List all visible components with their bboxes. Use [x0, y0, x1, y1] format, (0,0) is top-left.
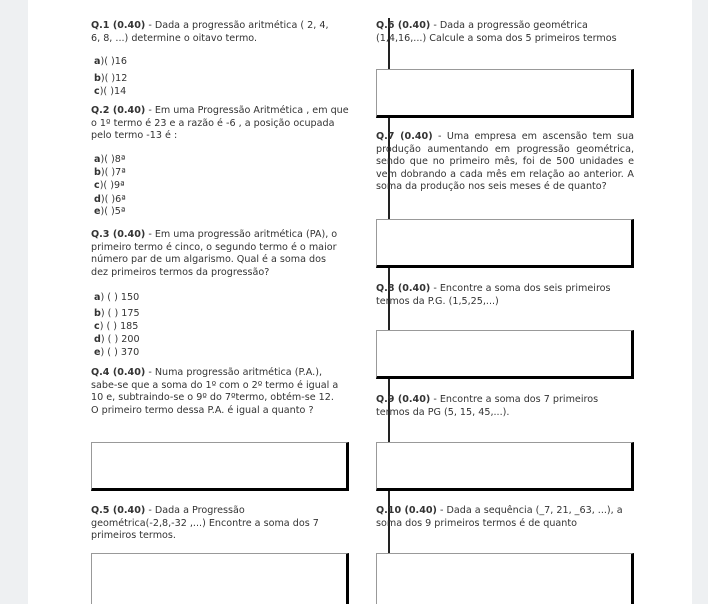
q2-option-d[interactable]: d)( )6ª — [94, 194, 126, 205]
question-3 — [91, 229, 341, 279]
q3-option-b[interactable]: b) ( ) 175 — [94, 308, 140, 319]
q3-option-e[interactable]: e) ( ) 370 — [94, 347, 140, 358]
question-10 — [376, 505, 626, 530]
answer-box-q5[interactable] — [91, 553, 349, 604]
question-1-number: Q.1 (0.40) — [91, 20, 146, 31]
q1-option-b[interactable]: b)( )12 — [94, 73, 128, 84]
question-4 — [91, 367, 343, 417]
question-9 — [376, 394, 624, 419]
question-7-text: - Uma empresa em ascensão tem sua produção aumentando em progressão geométrica, sendo que no primeiro mês, foi de 500 unidades e vem dobrando a cada mês em relação ao anterior. A soma da produção nos seis meses é de quanto? — [376, 131, 634, 193]
answer-box-q6[interactable] — [376, 69, 634, 118]
question-5-number: Q.5 (0.40) — [91, 505, 146, 516]
question-4-number: Q.4 (0.40) — [91, 367, 146, 378]
q3-option-d[interactable]: d) ( ) 200 — [94, 334, 140, 345]
question-5 — [91, 505, 341, 543]
question-9-text: - Encontre a soma dos 7 primeiros termos da PG (5, 15, 45,...). — [376, 394, 599, 418]
question-1-text: - Dada a progressão aritmética ( 2, 4, 6, 8, ...) determine o oitavo termo. — [91, 20, 329, 44]
question-8-number: Q.8 (0.40) — [376, 283, 431, 294]
question-10-text: - Dada a sequência (_7, 21, _63, ...), a soma dos 9 primeiros termos é de quanto — [376, 505, 623, 529]
q2-option-b[interactable]: b)( )7ª — [94, 167, 126, 178]
q3-option-a[interactable]: a) ( ) 150 — [94, 292, 140, 303]
q3-option-c[interactable]: c) ( ) 185 — [94, 321, 139, 332]
question-10-number: Q.10 (0.40) — [376, 505, 437, 516]
question-3-number: Q.3 (0.40) — [91, 229, 146, 240]
question-6-number: Q.6 (0.40) — [376, 20, 431, 31]
answer-box-q10[interactable] — [376, 553, 634, 604]
question-2-text: - Em uma Progressão Aritmética , em que o 1º termo é 23 e a razão é -6 , a posição ocupada pelo termo -13 é : — [91, 105, 349, 142]
exam-page — [28, 0, 692, 604]
question-2-number: Q.2 (0.40) — [91, 105, 146, 116]
answer-box-q8[interactable] — [376, 330, 634, 379]
question-6-text: - Dada a progressão geométrica (1,4,16,...) Calcule a soma dos 5 primeiros termos — [376, 20, 617, 44]
question-3-text: - Em uma progressão aritmética (PA), o primeiro termo é cinco, o segundo termo é o maior número par de um algarismo. Qual é a soma dos dez primeiros termos da progressão? — [91, 229, 338, 278]
question-8 — [376, 283, 624, 308]
q1-option-a[interactable]: a)( )16 — [94, 56, 127, 67]
q2-option-a[interactable]: a)( )8ª — [94, 154, 126, 165]
q2-option-c[interactable]: c)( )9ª — [94, 180, 125, 191]
answer-box-q9[interactable] — [376, 442, 634, 491]
question-1 — [91, 20, 331, 45]
question-9-number: Q.9 (0.40) — [376, 394, 431, 405]
question-8-text: - Encontre a soma dos seis primeiros termos da P.G. (1,5,25,...) — [376, 283, 611, 307]
question-2 — [91, 105, 349, 143]
question-6 — [376, 20, 622, 45]
answer-box-q7[interactable] — [376, 219, 634, 268]
q1-option-c[interactable]: c)( )14 — [94, 86, 127, 97]
question-7-number: Q.7 (0.40) — [376, 131, 433, 142]
question-4-text: - Numa progressão aritmética (P.A.), sabe-se que a soma do 1º com o 2º termo é igual a 10 e, subtraindo-se o 9º do 7ºtermo, obtém-se 12. O primeiro termo dessa P.A. é igual a quanto ? — [91, 367, 339, 416]
q2-option-e[interactable]: e)( )5ª — [94, 206, 126, 217]
question-5-text: - Dada a Progressão geométrica(-2,8,-32 ,...) Encontre a soma dos 7 primeiros termos. — [91, 505, 319, 542]
question-7 — [376, 131, 634, 194]
answer-box-q4[interactable] — [91, 442, 349, 491]
